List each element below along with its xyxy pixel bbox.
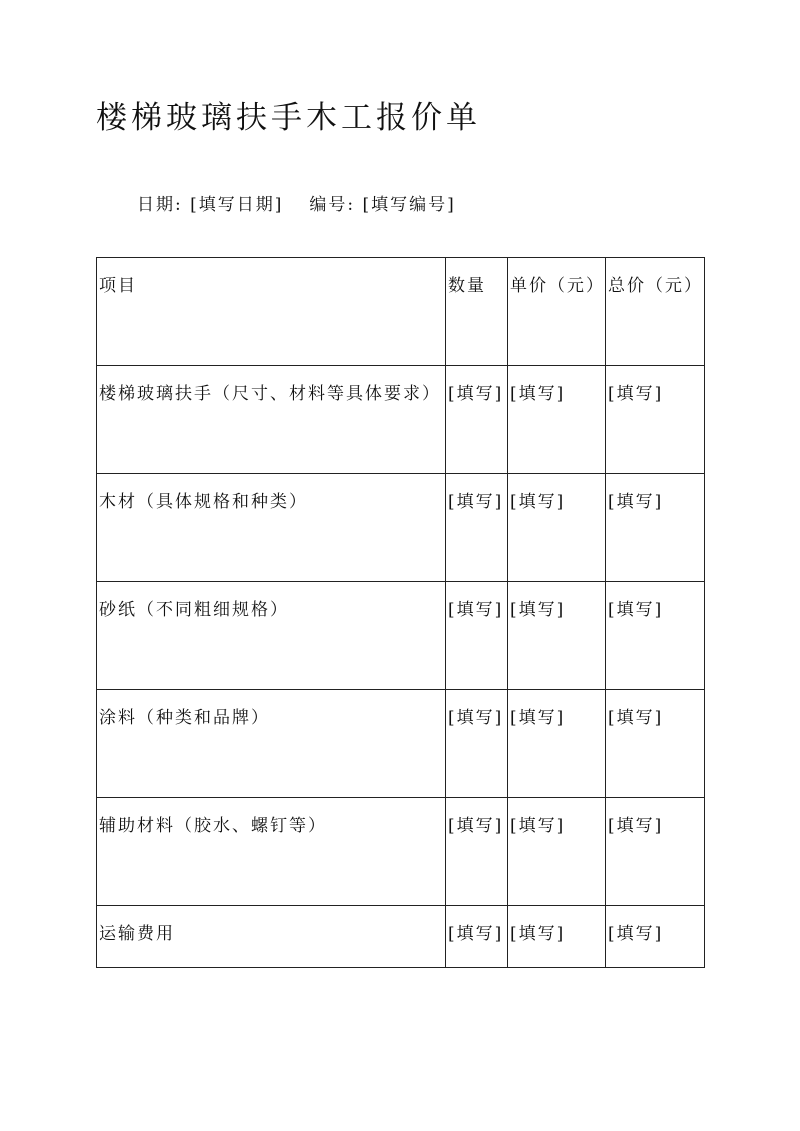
header-quantity: 数量 (446, 258, 508, 366)
cell-total-price: [填写] (606, 906, 705, 968)
header-item: 项目 (97, 258, 446, 366)
cell-unit-price: [填写] (508, 798, 606, 906)
table-row (97, 582, 705, 690)
cell-quantity: [填写] (446, 474, 508, 582)
cell-quantity: [填写] (446, 798, 508, 906)
cell-total-price: [填写] (606, 474, 705, 582)
cell-unit-price: [填写] (508, 474, 606, 582)
cell-unit-price: [填写] (508, 690, 606, 798)
cell-unit-price: [填写] (508, 366, 606, 474)
table-row (97, 906, 705, 968)
table-row (97, 690, 705, 798)
cell-item: 辅助材料（胶水、螺钉等） (97, 798, 446, 906)
cell-item: 木材（具体规格和种类） (97, 474, 446, 582)
header-unit-price: 单价（元） (508, 258, 606, 366)
cell-unit-price: [填写] (508, 582, 606, 690)
cell-total-price: [填写] (606, 690, 705, 798)
cell-item: 运输费用 (97, 906, 446, 968)
table-header-row (97, 258, 705, 366)
cell-total-price: [填写] (606, 798, 705, 906)
cell-item: 楼梯玻璃扶手（尺寸、材料等具体要求） (97, 366, 446, 474)
table-row (97, 366, 705, 474)
number-label: 编号: [填写编号] (309, 195, 456, 215)
cell-quantity: [填写] (446, 690, 508, 798)
document-title: 楼梯玻璃扶手木工报价单 (96, 100, 481, 136)
cell-total-price: [填写] (606, 366, 705, 474)
quote-table (96, 257, 705, 968)
header-total-price: 总价（元） (606, 258, 705, 366)
cell-quantity: [填写] (446, 366, 508, 474)
cell-quantity: [填写] (446, 582, 508, 690)
date-label: 日期: [填写日期] (137, 195, 284, 215)
cell-quantity: [填写] (446, 906, 508, 968)
cell-total-price: [填写] (606, 582, 705, 690)
cell-item: 涂料（种类和品牌） (97, 690, 446, 798)
table-row (97, 798, 705, 906)
table-row (97, 474, 705, 582)
cell-item: 砂纸（不同粗细规格） (97, 582, 446, 690)
document-meta (137, 190, 456, 220)
cell-unit-price: [填写] (508, 906, 606, 968)
